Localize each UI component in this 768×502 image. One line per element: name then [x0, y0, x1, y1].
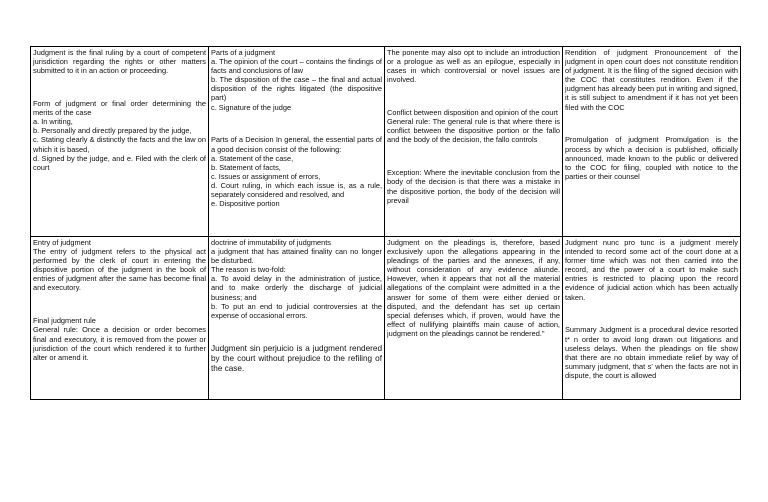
cell-paragraph: Rendition of judgment Pronouncement of the judgment in open court does not constitute rendition of judgment. It is the filing of the signed decision with the COC that constitutes rendition. Even if the judgment has already been put in writing and signed, it is still subject to amendment if it has not yet been filed with the COC — [565, 48, 738, 112]
cell-paragraph: General rule: The general rule is that where there is conflict between the dispositive portion or the fallo and the body of the decision, the fallo controls — [387, 117, 560, 145]
sin-perjuicio-paragraph: Judgment sin perjuicio is a judgment rendered by the court without prejudice to the refiling of the case. — [211, 343, 382, 373]
cell-paragraph: d. Signed by the judge, and e. Filed with the clerk of court — [33, 153, 206, 172]
table-row — [31, 237, 741, 400]
cell-paragraph — [33, 300, 206, 309]
cell-paragraph: doctrine of immutability of judgments — [211, 238, 331, 247]
cell-paragraph: Judgment is the final ruling by a court of competent jurisdiction regarding the rights or other matters submitted to it in an action or proceeding. — [33, 48, 206, 76]
cell-paragraph: d. Court ruling, in which each issue is, as a rule, separately considered and resolved, and — [211, 180, 382, 199]
cell-paragraph: a. The opinion of the court – contains the findings of facts and conclusions of law — [211, 57, 382, 76]
cell-paragraph — [211, 119, 382, 128]
cell-paragraph: Exception: Where the inevitable conclusion from the body of the decision is that there was a mistake in the dispositive portion, the body of the decision will prevail — [387, 168, 560, 205]
cell-paragraph — [565, 119, 738, 128]
cell-paragraph: The ponente may also opt to include an introduction or a prologue as well as an epilogue, especially in cases in which controversial or novel issues are involved. — [387, 48, 560, 85]
cell-paragraph — [565, 309, 738, 318]
cell-paragraph: Parts of a judgment — [211, 48, 276, 57]
cell-paragraph: c. Signature of the judge — [211, 102, 292, 112]
cell-immutability-lines — [211, 238, 382, 336]
cell-paragraph — [387, 92, 560, 101]
cell-paragraph: Final judgment rule — [33, 316, 96, 326]
cell-judgment-on-pleadings — [385, 237, 563, 400]
cell-paragraph: a judgment that has attained finality can no longer be disturbed. — [211, 247, 382, 266]
cell-paragraph: Entry of judgment — [33, 238, 91, 247]
cell-paragraph: b. The disposition of the case – the final and actual disposition of the rights litigated (the dispositive part) — [211, 75, 382, 103]
cell-paragraph: General rule: Once a decision or order becomes final and executory, it is removed from the power or jurisdiction of the court which rendered it to further alter or amend it. — [33, 325, 206, 362]
cell-paragraph — [211, 327, 382, 336]
cell-conflict-disposition — [385, 47, 563, 237]
cell-paragraph: a. In writing, — [33, 117, 73, 127]
cell-paragraph: Promulgation of judgment Promulgation is the process by which a decision is published, officially announced, made known to the public or delivered to the COC for filing, coupled with notice to the parties or their counsel — [565, 135, 738, 181]
cell-paragraph: a. To avoid delay in the administration of justice, and to make orderly the discharge of judicial business; and — [211, 274, 382, 302]
notes-table — [30, 46, 741, 400]
cell-paragraph: a. Statement of the case, — [211, 153, 294, 163]
cell-paragraph — [387, 152, 560, 161]
cell-paragraph: Summary Judgment is a procedural device resorted t* n order to avoid long drawn out litigations and useless delays. When the pleadings on file show that there are no obtain immediate relief by way of summary judgment, that s' when the facts are not in dispute, the court is allowed — [565, 325, 738, 380]
table-row — [31, 47, 741, 237]
cell-paragraph: c. Issues or assignment of errors, — [211, 171, 321, 181]
cell-parts-of-judgment — [209, 47, 385, 237]
cell-rendition-promulgation — [563, 47, 741, 237]
cell-paragraph: The reason is two-fold: — [211, 265, 286, 275]
cell-paragraph — [33, 83, 206, 92]
cell-nunc-pro-tunc — [563, 237, 741, 400]
cell-paragraph: b. Personally and directly prepared by the judge, — [33, 126, 192, 136]
cell-paragraph: Judgment on the pleadings is, therefore, based exclusively upon the allegations appearing in the pleadings of the parties and the annexes, if any, without consideration of any evidence aliunde. However, when it appears that not all the material allegations of the complaint were admitted in a the answer for some of them were either denied or disputed, and the defendant has set up certain special defenses which, if proven, would have the effect of nullifying plaintiffs main cause of action, judgment on the pleadings cannot be rendered." — [387, 238, 560, 338]
cell-paragraph: b. To put an end to judicial controversies at the expense of occasional errors. — [211, 301, 382, 320]
cell-paragraph: Conflict between disposition and opinion of the court — [387, 108, 558, 118]
cell-paragraph: b. Statement of facts, — [211, 162, 281, 172]
cell-paragraph: Judgment nunc pro tunc is a judgment merely intended to record some act of the court done at a former time which was not then carried into the record, and the power of a court to make such entries is restricted to placing upon the record evidence of judicial action which has been actually taken. — [565, 238, 738, 302]
cell-paragraph: The entry of judgment refers to the physical act performed by the clerk of court in entering the dispositive portion of the judgment in the book of entries of judgment after the same has become final and executory. — [33, 247, 206, 293]
cell-immutability — [209, 237, 385, 400]
cell-paragraph: Form of judgment or final order determining the merits of the case — [33, 99, 206, 118]
cell-paragraph: Parts of a Decision In general, the essential parts of a good decision consist of the following: — [211, 135, 382, 154]
cell-judgment-definition — [31, 47, 209, 237]
cell-entry-of-judgment — [31, 237, 209, 400]
cell-paragraph: c. Stating clearly & distinctly the facts and the law on which it is based, — [33, 135, 206, 154]
cell-paragraph: e. Dispositive portion — [211, 199, 280, 209]
